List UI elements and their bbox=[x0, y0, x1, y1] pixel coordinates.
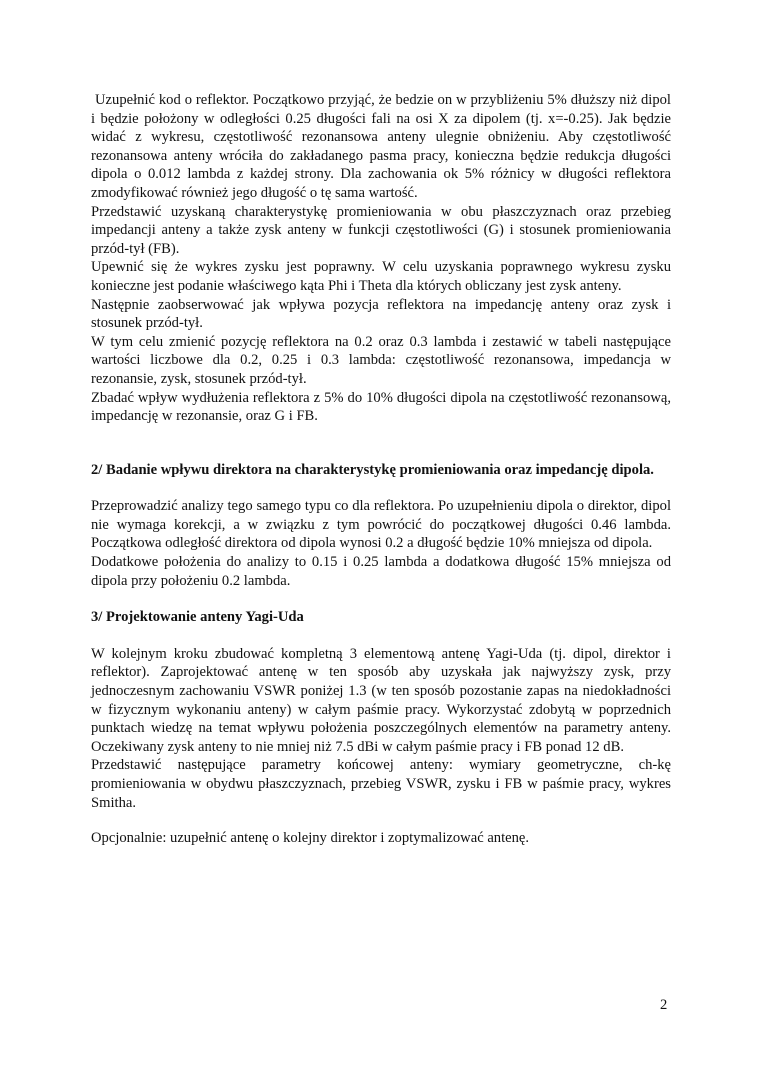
paragraph: Następnie zaobserwować jak wpływa pozycja reflektora na impedancję anteny oraz zysk i stosunek przód-tył. bbox=[91, 296, 671, 332]
paragraph: Przeprowadzić analizy tego samego typu co dla reflektora. Po uzupełnieniu dipola o direktor, dipol nie wymaga korekcji, a w związku z tym powrócić do początkowej długości 0.46 lambda. Początkowa odległość direktora od dipola wynosi 0.2 a długość będzie 10% mniejsza od dipola. bbox=[91, 498, 671, 552]
section-heading: 3/ Projektowanie anteny Yagi-Uda bbox=[91, 609, 304, 626]
document-page bbox=[91, 91, 671, 848]
yagi-uda-section bbox=[91, 608, 671, 848]
paragraph: W tym celu zmienić pozycję reflektora na 0.2 oraz 0.3 lambda i zestawić w tabeli następujące wartości liczbowe dla 0.2, 0.25 i 0.3 lambda: częstotliwość rezonansowa, impedancja w rezonansie, zysk, stosunek przód-tył. bbox=[91, 333, 671, 387]
director-section bbox=[91, 461, 671, 591]
paragraph: Przedstawić następujące parametry końcowej anteny: wymiary geometryczne, ch-kę promieniowania w obydwu płaszczyznach, przebieg VSWR, zysku i FB w paśmie pracy, wykres Smitha. bbox=[91, 757, 671, 811]
paragraph: Uzupełnić kod o reflektor. Początkowo przyjąć, że bedzie on w przybliżeniu 5% dłuższy niż dipol i będzie położony w odległości 0.25 długości fali na osi X za dipolem (tj. x=-0.25). Jak będzie widać z wykresu, częstotliwość rezonansowa anteny ulegnie obniżeniu. Aby częstotliwość rezonansowa anteny wróciła do zakładanego pasma pracy, konieczna będzie redukcja długości dipola o 0.012 lambda z każdej strony. Dla zachowania ok 5% różnicy w długości reflektora zmodyfikować również jego długość o tę sama wartość. bbox=[91, 92, 671, 201]
paragraph: Dodatkowe położenia do analizy to 0.15 i 0.25 lambda a dodatkowa długość 15% mniejsza od dipola przy położeniu 0.2 lambda. bbox=[91, 554, 671, 589]
paragraph: Upewnić się że wykres zysku jest poprawny. W celu uzyskania poprawnego wykresu zysku konieczne jest podanie właściwego kąta Phi i Theta dla których obliczany jest zysk anteny. bbox=[91, 259, 671, 294]
section-heading: 2/ Badanie wpływu direktora na charakterystykę promieniowania oraz impedancję dipola. bbox=[91, 461, 654, 478]
paragraph: Przedstawić uzyskaną charakterystykę promieniowania w obu płaszczyznach oraz przebieg impedancji anteny a także zysk anteny w funkcji częstotliwości (G) i stosunek promieniowania przód-tył (FB). bbox=[91, 203, 671, 257]
paragraph: Zbadać wpływ wydłużenia reflektora z 5% do 10% długości dipola na częstotliwość rezonansową, impedancję w rezonansie, oraz G i FB. bbox=[91, 389, 671, 425]
reflector-section bbox=[91, 91, 671, 426]
optional-note: Opcjonalnie: uzupełnić antenę o kolejny direktor i zoptymalizować antenę. bbox=[91, 830, 530, 847]
paragraph: W kolejnym kroku zbudować kompletną 3 elementową antenę Yagi-Uda (tj. dipol, direktor i reflektor). Zaprojektować antenę w ten sposób aby uzyskała jak najwyższy zysk, przy jednoczesnym zachowaniu VSWR poniżej 1.3 (w ten sposób pozostanie zapas na niedokładności w fizycznym wykonaniu anteny) w całym paśmie pracy. Wykorzystać zdobytą w poprzednich punktach wiedzę na temat wpływu położenia poszczególnych elementów na parametry anteny. Oczekiwany zysk anteny to nie mniej niż 7.5 dBi w całym paśmie pracy i FB ponad 12 dB. bbox=[91, 645, 671, 755]
page-number: 2 bbox=[660, 997, 668, 1013]
